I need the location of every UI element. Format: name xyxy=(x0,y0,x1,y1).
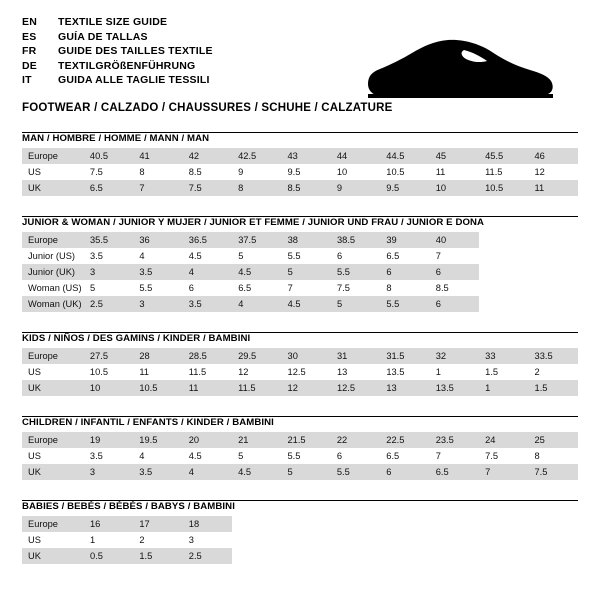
language-title-list xyxy=(22,16,213,89)
size-table-row xyxy=(22,348,578,364)
size-cell: 2 xyxy=(133,532,182,548)
size-cell: 4 xyxy=(133,248,182,264)
size-cell: 8 xyxy=(232,180,281,196)
size-cell: 44 xyxy=(331,148,380,164)
size-cell: 3.5 xyxy=(84,248,133,264)
size-cell: 6.5 xyxy=(232,280,281,296)
size-row-label: Europe xyxy=(22,516,84,532)
size-cell: 36 xyxy=(133,232,182,248)
size-cell: 33.5 xyxy=(529,348,578,364)
size-cell xyxy=(331,548,380,564)
size-cell: 19.5 xyxy=(133,432,182,448)
language-code: EN xyxy=(22,16,37,28)
size-table-row xyxy=(22,248,578,264)
size-row-label: Europe xyxy=(22,348,84,364)
size-table-row xyxy=(22,516,578,532)
size-cell: 4.5 xyxy=(232,464,281,480)
size-table xyxy=(22,348,578,396)
size-cell: 25 xyxy=(528,432,578,448)
size-cell: 6.5 xyxy=(380,448,429,464)
language-text: GUIDA ALLE TAGLIE TESSILI xyxy=(58,74,210,86)
size-cell: 9 xyxy=(232,164,281,180)
size-cell: 12.5 xyxy=(331,380,380,396)
size-cell: 10 xyxy=(84,380,133,396)
size-block xyxy=(22,216,578,312)
language-code: FR xyxy=(22,45,37,57)
size-cell: 3.5 xyxy=(183,296,232,312)
size-cell: 2.5 xyxy=(84,296,133,312)
size-cell: 11.5 xyxy=(232,380,281,396)
size-row-label: UK xyxy=(22,180,84,196)
size-cell: 9 xyxy=(331,180,380,196)
size-cell: 3.5 xyxy=(84,448,133,464)
size-cell: 5.5 xyxy=(133,280,182,296)
size-cell: 4.5 xyxy=(183,448,232,464)
size-cell: 32 xyxy=(430,348,479,364)
size-cell: 8.5 xyxy=(430,280,479,296)
size-table-row xyxy=(22,380,578,396)
size-cell: 28.5 xyxy=(183,348,232,364)
size-cell: 6.5 xyxy=(430,464,479,480)
size-cell: 42 xyxy=(183,148,232,164)
size-cell: 3 xyxy=(84,464,133,480)
size-cell: 5.5 xyxy=(282,248,331,264)
size-row-label: US xyxy=(22,448,84,464)
size-cell xyxy=(479,296,528,312)
size-cell: 8.5 xyxy=(183,164,232,180)
language-text: GUIDE DES TAILLES TEXTILE xyxy=(58,45,213,57)
size-table-row xyxy=(22,464,578,480)
size-cell xyxy=(529,296,578,312)
size-cell: 4.5 xyxy=(183,248,232,264)
size-cell xyxy=(430,532,479,548)
size-cell: 44.5 xyxy=(380,148,429,164)
size-cell: 4 xyxy=(133,448,182,464)
size-cell: 12.5 xyxy=(282,364,331,380)
size-block-title: MAN / HOMBRE / HOMME / MANN / MAN xyxy=(22,133,210,144)
size-cell xyxy=(529,532,578,548)
size-cell xyxy=(529,280,578,296)
size-cell: 12 xyxy=(528,164,578,180)
size-row-label: UK xyxy=(22,464,84,480)
size-cell xyxy=(479,248,528,264)
size-table-row xyxy=(22,548,578,564)
size-cell xyxy=(529,548,578,564)
size-table-row xyxy=(22,180,578,196)
size-cell: 13 xyxy=(380,380,429,396)
language-text: TEXTILGRÖßENFÜHRUNG xyxy=(58,59,196,72)
size-cell: 5.5 xyxy=(380,296,429,312)
size-cell xyxy=(479,280,528,296)
size-cell: 10.5 xyxy=(479,180,528,196)
size-cell: 12 xyxy=(232,364,281,380)
size-cell: 22 xyxy=(331,432,380,448)
size-cell: 2 xyxy=(529,364,578,380)
size-table-row xyxy=(22,232,578,248)
size-cell: 6 xyxy=(183,280,232,296)
size-cell: 7.5 xyxy=(84,164,133,180)
size-cell: 40.5 xyxy=(84,148,133,164)
size-cell: 1 xyxy=(479,380,528,396)
size-cell: 10.5 xyxy=(133,380,182,396)
size-cell: 45.5 xyxy=(479,148,528,164)
size-cell: 5 xyxy=(232,448,281,464)
size-cell: 0.5 xyxy=(84,548,133,564)
size-table-row xyxy=(22,148,578,164)
size-cell xyxy=(479,532,528,548)
size-cell: 46 xyxy=(528,148,578,164)
size-cell: 5 xyxy=(331,296,380,312)
size-table-row xyxy=(22,532,578,548)
size-table xyxy=(22,232,578,312)
size-table-row xyxy=(22,364,578,380)
size-row-label: UK xyxy=(22,380,84,396)
size-table-row xyxy=(22,432,578,448)
size-table xyxy=(22,432,578,480)
size-cell: 1.5 xyxy=(479,364,528,380)
size-table xyxy=(22,516,578,564)
size-cell: 3.5 xyxy=(133,464,182,480)
size-cell: 10 xyxy=(430,180,479,196)
size-cell xyxy=(529,264,578,280)
language-row xyxy=(22,16,213,31)
size-cell: 7 xyxy=(282,280,331,296)
size-cell: 43 xyxy=(282,148,331,164)
size-cell: 6 xyxy=(430,264,479,280)
size-cell: 8 xyxy=(528,448,578,464)
size-cell xyxy=(479,264,528,280)
size-cell: 7 xyxy=(133,180,182,196)
size-cell: 2.5 xyxy=(183,548,232,564)
size-cell: 9.5 xyxy=(282,164,331,180)
language-row xyxy=(22,45,213,60)
size-cell: 1 xyxy=(84,532,133,548)
size-cell: 10 xyxy=(331,164,380,180)
size-cell: 29.5 xyxy=(232,348,281,364)
size-row-label: Europe xyxy=(22,432,84,448)
size-cell: 16 xyxy=(84,516,133,532)
size-cell: 5 xyxy=(282,264,331,280)
size-cell: 8 xyxy=(380,280,429,296)
size-row-label: US xyxy=(22,364,84,380)
size-cell: 6 xyxy=(331,448,380,464)
size-cell xyxy=(331,532,380,548)
size-tables-container xyxy=(22,132,578,564)
size-cell: 38 xyxy=(282,232,331,248)
size-cell: 3 xyxy=(133,296,182,312)
size-table xyxy=(22,148,578,196)
dress-shoe-icon xyxy=(360,32,560,108)
size-cell xyxy=(529,232,578,248)
size-row-label: Junior (US) xyxy=(22,248,84,264)
size-cell: 4 xyxy=(183,464,232,480)
size-cell xyxy=(479,232,528,248)
size-cell xyxy=(282,516,331,532)
size-cell: 5 xyxy=(281,464,330,480)
size-cell: 5 xyxy=(232,248,281,264)
size-cell: 11 xyxy=(133,364,182,380)
size-cell: 9.5 xyxy=(380,180,429,196)
size-cell: 13.5 xyxy=(430,380,479,396)
size-cell: 31.5 xyxy=(380,348,429,364)
language-code: IT xyxy=(22,74,32,86)
size-cell: 3 xyxy=(183,532,232,548)
size-row-label: US xyxy=(22,532,84,548)
size-cell xyxy=(380,548,429,564)
size-cell: 27.5 xyxy=(84,348,133,364)
size-block-title: KIDS / NIÑOS / DES GAMINS / KINDER / BAMBINI xyxy=(22,333,251,344)
size-cell: 30 xyxy=(282,348,331,364)
language-code: DE xyxy=(22,59,37,72)
language-row xyxy=(22,60,213,75)
size-cell: 1.5 xyxy=(133,548,182,564)
size-row-label: UK xyxy=(22,548,84,564)
size-cell: 41 xyxy=(133,148,182,164)
size-cell: 4.5 xyxy=(232,264,281,280)
size-block-title: JUNIOR & WOMAN / JUNIOR Y MUJER / JUNIOR ET FEMME / JUNIOR UND FRAU / JUNIOR E DONA xyxy=(22,217,485,228)
size-cell: 36.5 xyxy=(183,232,232,248)
size-cell xyxy=(380,516,429,532)
size-cell: 42.5 xyxy=(232,148,281,164)
size-cell xyxy=(282,548,331,564)
size-row-label: Junior (UK) xyxy=(22,264,84,280)
size-cell: 37.5 xyxy=(232,232,281,248)
size-cell: 38.5 xyxy=(331,232,380,248)
size-block xyxy=(22,132,578,196)
size-cell xyxy=(380,532,429,548)
size-table-row xyxy=(22,264,578,280)
size-cell: 6 xyxy=(430,296,479,312)
size-cell: 6 xyxy=(380,464,429,480)
footwear-section-title: FOOTWEAR / CALZADO / CHAUSSURES / SCHUHE / CALZATURE xyxy=(22,101,393,114)
size-cell: 6 xyxy=(380,264,429,280)
size-block xyxy=(22,416,578,480)
size-cell: 1.5 xyxy=(529,380,578,396)
size-cell: 24 xyxy=(479,432,528,448)
size-cell: 4 xyxy=(183,264,232,280)
size-cell: 18 xyxy=(183,516,232,532)
size-cell: 13 xyxy=(331,364,380,380)
size-cell: 39 xyxy=(380,232,429,248)
size-cell xyxy=(282,532,331,548)
size-row-label: US xyxy=(22,164,84,180)
size-cell: 5 xyxy=(84,280,133,296)
size-cell: 1 xyxy=(430,364,479,380)
size-cell: 6.5 xyxy=(380,248,429,264)
size-cell xyxy=(331,516,380,532)
size-cell: 7.5 xyxy=(528,464,578,480)
size-cell: 7.5 xyxy=(479,448,528,464)
size-cell: 8 xyxy=(133,164,182,180)
size-cell xyxy=(529,516,578,532)
size-cell: 13.5 xyxy=(380,364,429,380)
size-cell: 19 xyxy=(84,432,133,448)
size-cell: 20 xyxy=(183,432,232,448)
size-cell: 11.5 xyxy=(183,364,232,380)
size-cell: 6 xyxy=(331,248,380,264)
size-cell xyxy=(232,532,281,548)
size-cell xyxy=(232,548,281,564)
language-text: TEXTILE SIZE GUIDE xyxy=(58,16,168,28)
size-cell: 11 xyxy=(183,380,232,396)
size-cell: 5.5 xyxy=(281,448,330,464)
size-cell: 8.5 xyxy=(282,180,331,196)
size-cell xyxy=(430,548,479,564)
size-cell: 4.5 xyxy=(282,296,331,312)
language-row xyxy=(22,74,213,89)
header xyxy=(22,16,578,112)
size-cell: 17 xyxy=(133,516,182,532)
size-cell: 11 xyxy=(430,164,479,180)
size-cell: 7.5 xyxy=(183,180,232,196)
size-cell: 7 xyxy=(430,248,479,264)
size-cell: 11 xyxy=(528,180,578,196)
size-cell: 10.5 xyxy=(380,164,429,180)
size-cell: 21.5 xyxy=(281,432,330,448)
size-cell: 11.5 xyxy=(479,164,528,180)
size-cell: 35.5 xyxy=(84,232,133,248)
size-cell: 6.5 xyxy=(84,180,133,196)
size-cell: 4 xyxy=(232,296,281,312)
size-cell: 22.5 xyxy=(380,432,429,448)
size-row-label: Europe xyxy=(22,232,84,248)
size-cell: 12 xyxy=(282,380,331,396)
size-cell: 3 xyxy=(84,264,133,280)
size-table-row xyxy=(22,164,578,180)
size-block xyxy=(22,332,578,396)
size-cell: 21 xyxy=(232,432,281,448)
size-cell: 45 xyxy=(430,148,479,164)
size-table-row xyxy=(22,280,578,296)
size-table-row xyxy=(22,296,578,312)
size-cell: 40 xyxy=(430,232,479,248)
language-text: GUÍA DE TALLAS xyxy=(58,30,148,43)
size-cell: 28 xyxy=(133,348,182,364)
size-cell: 33 xyxy=(479,348,528,364)
size-row-label: Europe xyxy=(22,148,84,164)
size-cell: 7 xyxy=(430,448,479,464)
size-cell xyxy=(430,516,479,532)
size-cell: 23.5 xyxy=(430,432,479,448)
size-block xyxy=(22,500,578,564)
size-cell xyxy=(479,516,528,532)
size-cell: 31 xyxy=(331,348,380,364)
size-row-label: Woman (UK) xyxy=(22,296,84,312)
size-cell: 3.5 xyxy=(133,264,182,280)
size-table-row xyxy=(22,448,578,464)
size-cell: 7.5 xyxy=(331,280,380,296)
size-block-title: CHILDREN / INFANTIL / ENFANTS / KINDER / BAMBINI xyxy=(22,417,274,428)
language-code: ES xyxy=(22,30,37,43)
size-cell: 5.5 xyxy=(331,264,380,280)
size-row-label: Woman (US) xyxy=(22,280,84,296)
size-cell: 5.5 xyxy=(331,464,380,480)
language-row xyxy=(22,31,213,46)
size-cell: 10.5 xyxy=(84,364,133,380)
size-cell xyxy=(479,548,528,564)
size-block-title: BABIES / BEBÉS / BÉBÉS / BABYS / BAMBINI xyxy=(22,501,235,512)
size-cell: 7 xyxy=(479,464,528,480)
size-cell xyxy=(232,516,281,532)
size-cell xyxy=(529,248,578,264)
